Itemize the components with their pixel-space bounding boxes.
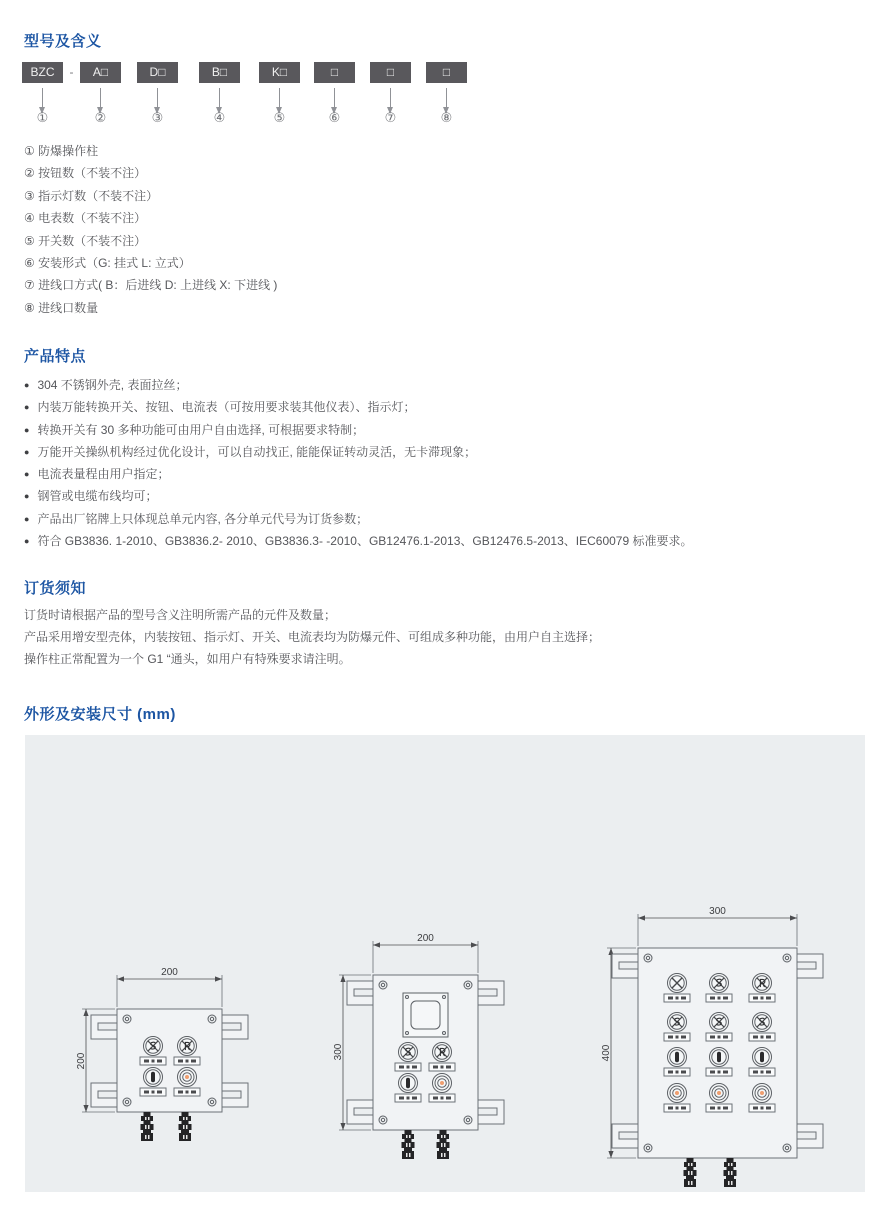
- arrow-down-icon: [219, 88, 220, 108]
- model-code-box-5: K□: [259, 62, 300, 83]
- legend-line: ⑦ 进线口方式( B：后进线 D: 上进线 X: 下进线 ): [24, 278, 278, 293]
- selector-knob-icon: [753, 1013, 772, 1032]
- mount-bracket: [222, 1015, 248, 1039]
- selector-knob-icon: [753, 974, 772, 993]
- legend-line: ⑧ 进线口数量: [24, 300, 99, 315]
- indicator-lamp-icon: [710, 1084, 729, 1103]
- arrow-down-icon: [42, 88, 43, 108]
- corner-screw: [379, 1116, 387, 1124]
- model-section-title: 型号及含义: [24, 33, 102, 50]
- arrow-down-icon: [157, 88, 158, 108]
- label-plate: [706, 994, 732, 1002]
- selector-knob-icon: [710, 1013, 729, 1032]
- marker-1: ①: [36, 110, 49, 125]
- selector-knob-icon: [399, 1043, 418, 1062]
- enclosure-face: [117, 1009, 222, 1112]
- marker-4: ④: [213, 110, 226, 125]
- ordering-notes: [24, 605, 600, 670]
- label-plate: [664, 1068, 690, 1076]
- mount-bracket: [347, 981, 373, 1005]
- corner-screw: [783, 1144, 791, 1152]
- mount-bracket: [797, 1124, 823, 1148]
- cable-gland: [724, 1158, 737, 1187]
- legend-line: ① 防爆操作柱: [24, 144, 99, 158]
- mount-bracket: [612, 1124, 638, 1148]
- marker-5: ⑤: [273, 110, 286, 125]
- features-section-title: 产品特点: [24, 348, 87, 365]
- switch-knob-icon: [710, 1048, 729, 1067]
- label-plate: [749, 1104, 775, 1112]
- corner-screw: [208, 1098, 216, 1106]
- model-legend: [24, 140, 277, 319]
- outline-drawings: [25, 735, 865, 1192]
- cable-gland: [437, 1130, 450, 1159]
- selector-knob-icon: [668, 1013, 687, 1032]
- switch-knob-icon: [399, 1074, 418, 1093]
- model-code-box-8: □: [426, 62, 467, 83]
- selector-knob-icon: [144, 1037, 163, 1056]
- marker-6: ⑥: [328, 110, 341, 125]
- arrow-down-icon: [390, 88, 391, 108]
- ordering-line: 产品采用增安型壳体，内装按钮、指示灯、开关、电流表均为防爆元件、可组成多种功能，由用户自主选择；: [24, 629, 601, 644]
- arrow-down-icon: [100, 88, 101, 108]
- label-plate: [140, 1057, 166, 1065]
- feature-item: ● 万能开关操纵机构经过优化设计，可以自动找正, 能能保证转动灵活，无卡滞现象；: [24, 441, 693, 463]
- switch-knob-icon: [144, 1068, 163, 1087]
- mount-bracket: [91, 1015, 117, 1039]
- feature-item: ● 符合 GB3836. 1-2010、GB3836.2- 2010、GB3836.3- -2010、GB12476.1-2013、GB12476.5-2013、IEC60079 标准要求。: [24, 530, 693, 552]
- model-code-box-1: BZC: [22, 62, 63, 83]
- model-code-box-2: A□: [80, 62, 121, 83]
- model-code-box-6: □: [314, 62, 355, 83]
- height-dimension-label: 200: [76, 1052, 87, 1070]
- drawing-box-200x300: [333, 933, 504, 1159]
- mount-bracket: [478, 1100, 504, 1124]
- label-plate: [706, 1104, 732, 1112]
- marker-8: ⑧: [440, 110, 453, 125]
- width-dimension-label: 300: [709, 906, 726, 917]
- label-plate: [749, 1033, 775, 1041]
- label-plate: [749, 1068, 775, 1076]
- model-code-separator: -: [69, 65, 74, 79]
- width-dimension-label: 200: [161, 967, 178, 978]
- label-plate: [174, 1088, 200, 1096]
- mount-bracket: [91, 1083, 117, 1107]
- corner-screw: [123, 1098, 131, 1106]
- switch-knob-icon: [753, 1048, 772, 1067]
- arrow-down-icon: [446, 88, 447, 108]
- label-plate: [429, 1094, 455, 1102]
- indicator-lamp-icon: [178, 1068, 197, 1087]
- label-plate: [706, 1033, 732, 1041]
- model-code-box-4: B□: [199, 62, 240, 83]
- height-dimension-label: 300: [333, 1043, 344, 1061]
- legend-line: ③ 指示灯数（不装不注）: [24, 188, 159, 203]
- mount-bracket: [478, 981, 504, 1005]
- indicator-lamp-icon: [433, 1074, 452, 1093]
- ordering-line: 订货时请根据产品的型号含义注明所需产品的元件及数量；: [24, 608, 337, 622]
- selector-knob-icon: [178, 1037, 197, 1056]
- corner-screw: [464, 981, 472, 989]
- selector-knob-icon: [433, 1043, 452, 1062]
- dimensions-section-title: 外形及安装尺寸 (mm): [24, 706, 176, 723]
- corner-screw: [123, 1015, 131, 1023]
- cable-gland: [141, 1112, 154, 1141]
- indicator-lamp-icon: [668, 1084, 687, 1103]
- feature-item: ● 产品出厂铭牌上只体现总单元内容, 各分单元代号为订货参数；: [24, 508, 693, 530]
- label-plate: [664, 1033, 690, 1041]
- legend-line: ② 按钮数（不装不注）: [24, 166, 147, 181]
- mount-bracket: [222, 1083, 248, 1107]
- indicator-lamp-icon: [753, 1084, 772, 1103]
- marker-3: ③: [151, 110, 164, 125]
- label-plate: [706, 1068, 732, 1076]
- corner-screw: [208, 1015, 216, 1023]
- cable-gland: [684, 1158, 697, 1187]
- feature-item: ● 转换开关有 30 多种功能可由用户自由选择, 可根据要求特制；: [24, 419, 693, 441]
- legend-line: ⑥ 安装形式（G: 挂式 L: 立式）: [24, 256, 191, 271]
- mount-bracket: [612, 954, 638, 978]
- arrow-down-icon: [334, 88, 335, 108]
- label-plate: [140, 1088, 166, 1096]
- model-code-box-7: □: [370, 62, 411, 83]
- label-plate: [749, 994, 775, 1002]
- feature-item: ● 304 不锈钢外壳, 表面拉丝；: [24, 374, 693, 396]
- drawing-box-200x200: [76, 967, 248, 1141]
- ordering-line: 操作柱正常配置为一个 G1 “通头，如用户有特殊要求请注明。: [24, 651, 351, 666]
- mount-bracket: [347, 1100, 373, 1124]
- corner-screw: [464, 1116, 472, 1124]
- label-plate: [395, 1094, 421, 1102]
- corner-screw: [783, 954, 791, 962]
- legend-line: ④ 电表数（不装不注）: [24, 211, 147, 226]
- model-code-box-3: D□: [137, 62, 178, 83]
- drawing-box-300x400: [601, 906, 823, 1187]
- feature-item: ● 电流表量程由用户指定；: [24, 463, 693, 485]
- corner-screw: [644, 954, 652, 962]
- label-plate: [429, 1063, 455, 1071]
- marker-7: ⑦: [384, 110, 397, 125]
- meter-window: [403, 993, 448, 1037]
- width-dimension-label: 200: [417, 933, 434, 944]
- feature-list: [24, 374, 693, 552]
- label-plate: [174, 1057, 200, 1065]
- selector-knob-icon: [710, 974, 729, 993]
- selector-knob-icon: [668, 974, 687, 993]
- feature-item: ● 内装万能转换开关、按钮、电流表（可按用要求装其他仪表）、指示灯；: [24, 396, 693, 418]
- cable-gland: [402, 1130, 415, 1159]
- marker-2: ②: [94, 110, 107, 125]
- cable-gland: [179, 1112, 192, 1141]
- switch-knob-icon: [668, 1048, 687, 1067]
- legend-line: ⑤ 开关数（不装不注）: [24, 233, 147, 248]
- outline-drawings-panel: [25, 735, 865, 1192]
- height-dimension-label: 400: [601, 1044, 612, 1062]
- feature-item: ● 钢管或电缆布线均可；: [24, 485, 693, 507]
- label-plate: [395, 1063, 421, 1071]
- label-plate: [664, 1104, 690, 1112]
- arrow-down-icon: [279, 88, 280, 108]
- ordering-section-title: 订货须知: [24, 580, 87, 597]
- corner-screw: [644, 1144, 652, 1152]
- mount-bracket: [797, 954, 823, 978]
- corner-screw: [379, 981, 387, 989]
- label-plate: [664, 994, 690, 1002]
